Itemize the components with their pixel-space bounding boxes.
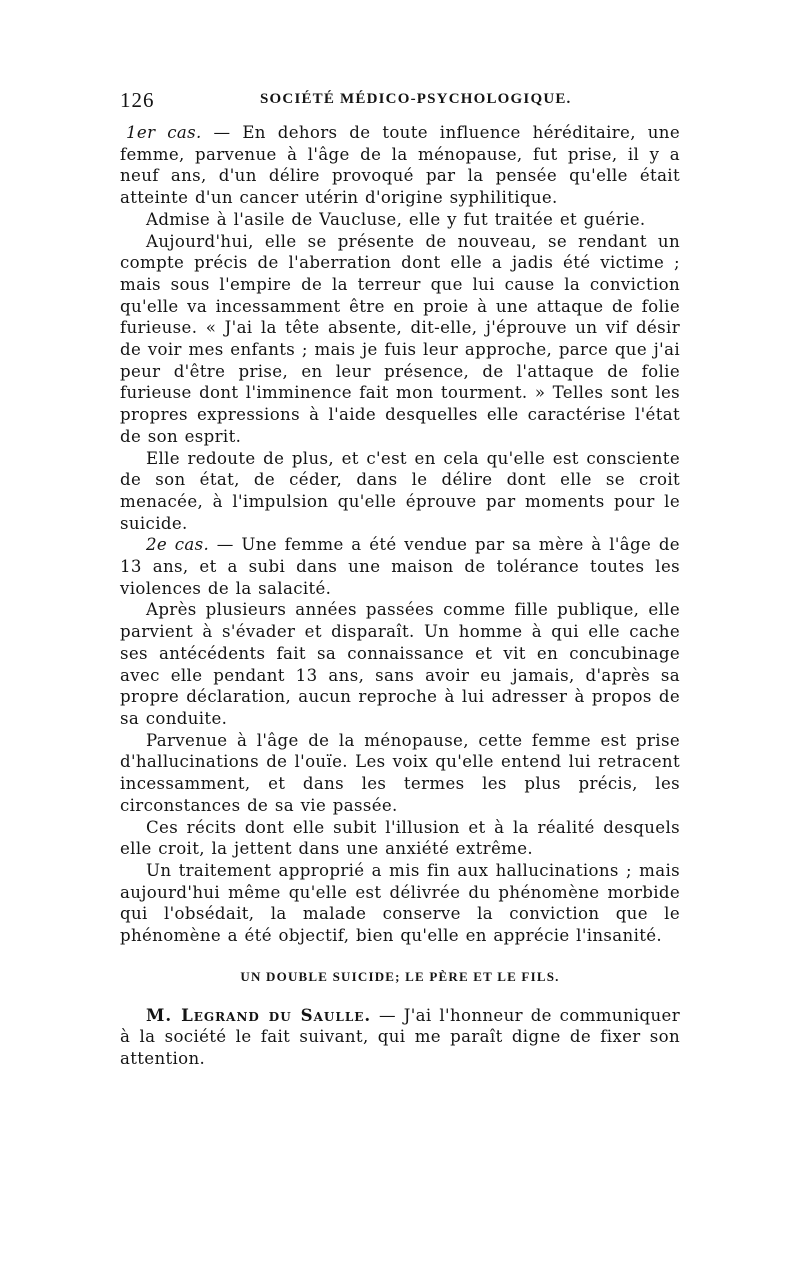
section-title: UN DOUBLE SUICIDE; LE PÈRE ET LE FILS. — [240, 968, 560, 984]
paragraph-text: Après plusieurs années passées comme fille publique, elle parvient à s'évader et disparaît. Un homme à qui elle cache ses antécédents fait sa connaissance et vit en concubinage avec elle pendant 13 ans, sans avoir eu jamais, d'après sa propre déclaration, aucun reproche à lui adresser à propos de sa conduite. — [120, 600, 680, 728]
paragraph-text: Elle redoute de plus, et c'est en cela qu'elle est consciente de son état, de céder, dans le délire dont elle se croit menacée, à l'impulsion qu'elle éprouve par moments pour le suicide. — [120, 448, 680, 533]
case-1-label: 1er cas. — [126, 123, 202, 142]
paragraph-text: — En dehors de toute influence héréditaire, une femme, parvenue à l'âge de la ménopause, fut prise, il y a neuf ans, d'un délire provoqué par la pensée qu'elle était atteinte d'un cancer utérin d'origine syphilitique. — [120, 123, 680, 208]
paragraph — [120, 448, 680, 535]
paragraph — [120, 209, 680, 231]
paragraph — [120, 860, 680, 947]
paragraph — [120, 231, 680, 448]
case-2-label: 2e cas. — [146, 535, 210, 555]
paragraph-text: Ces récits dont elle subit l'illusion et à la réalité desquels elle croit, la jettent dans une anxiété extrême. — [120, 817, 680, 859]
paragraph-case-1 — [120, 122, 680, 209]
paragraph-text: — J'ai l'honneur de communiquer à la société le fait suivant, qui me paraît digne de fixer son attention. — [120, 1005, 680, 1069]
paragraph-text: Parvenue à l'âge de la ménopause, cette femme est prise d'hallucinations de l'ouïe. Les voix qu'elle entend lui retracent incessamment, et dans les termes les plus précis, les circonstances de sa vie passée. — [120, 730, 680, 815]
running-title: SOCIÉTÉ MÉDICO-PSYCHOLOGIQUE. — [260, 91, 572, 107]
document-page — [120, 88, 680, 1070]
paragraph-text: Admise à l'asile de Vaucluse, elle y fut traitée et guérie. — [146, 209, 646, 229]
paragraph-case-2 — [120, 534, 680, 599]
paragraph-text: — Une femme a été vendue par sa mère à l'âge de 13 ans, et a subi dans une maison de tolérance toutes les violences de la salacité. — [120, 535, 680, 598]
page-header — [120, 88, 680, 122]
paragraph — [120, 599, 680, 729]
page-number: 126 — [120, 88, 155, 112]
paragraph-text: Un traitement approprié a mis fin aux hallucinations ; mais aujourd'hui même qu'elle est délivrée du phénomène morbide qui l'obsédait, la malade conserve la conviction que le phénomène a été objectif, bien qu'elle en apprécie l'insanité. — [120, 860, 680, 946]
speaker-name: M. Legrand du Saulle. — [146, 1004, 372, 1025]
paragraph-speaker — [120, 1005, 680, 1070]
paragraph-text: Aujourd'hui, elle se présente de nouveau, se rendant un compte précis de l'aberration dont elle a jadis été victime ; mais sous l'empire de la terreur que lui cause la conviction qu'elle va incessamment être en proie à une attaque de folie furieuse. « J'ai la tête absente, dit-elle, j'éprouve un vif désir de voir mes enfants ; mais je fuis leur approche, parce que j'ai peur d'être prise, en leur présence, de l'attaque de folie furieuse dont l'imminence fait mon tourment. » Telles sont les propres expressions à l'aide desquelles elle caractérise l'état de son esprit. — [120, 231, 680, 446]
paragraph — [120, 817, 680, 860]
paragraph — [120, 730, 680, 817]
